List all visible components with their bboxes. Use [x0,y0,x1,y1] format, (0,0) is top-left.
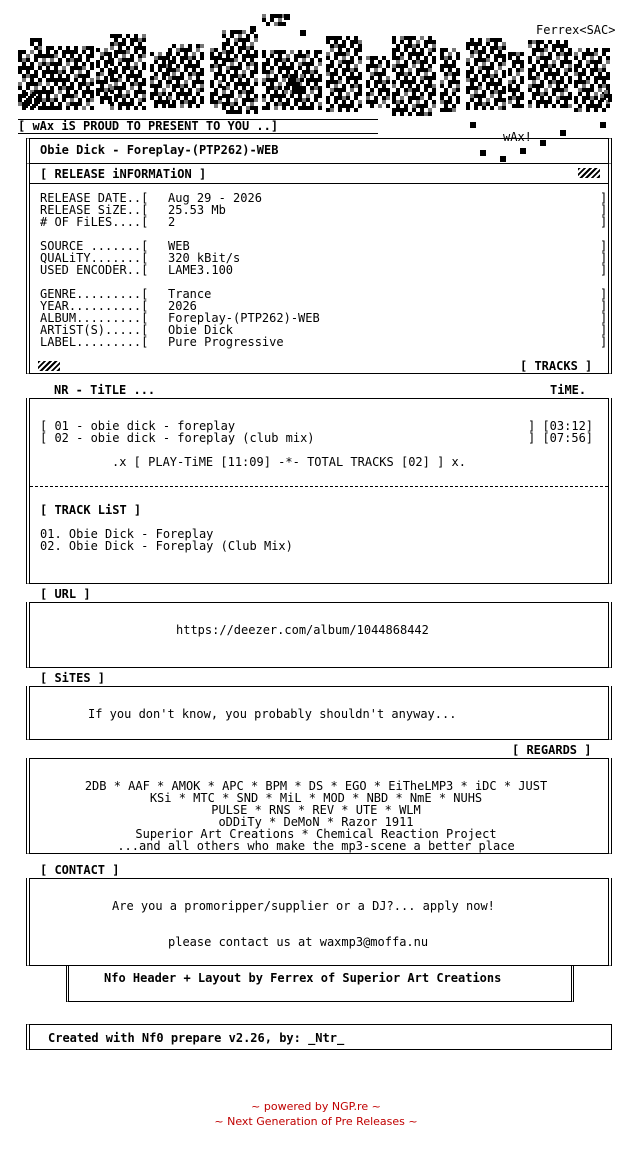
release-info-value: Foreplay-(PTP262)-WEB [168,311,320,325]
release-info-label: QUALiTY.......[ [40,251,149,265]
release-info-label: GENRE.........[ [40,287,149,301]
wax-tag: wAx! [503,130,532,144]
track-list-label: [ TRACK LiST ] [40,503,142,517]
track-time: ] [07:56] [528,431,594,445]
regards-line: 2DB * AAF * AMOK * APC * BPM * DS * EGO * EiTheLMP3 * iDC * JUST [84,779,548,793]
bracket-end: ] [600,311,608,325]
release-info-value: 2026 [168,299,197,313]
track-list-item: 01. Obie Dick - Foreplay [40,527,214,541]
tracks-label: [ TRACKS ] [520,359,593,373]
regards-line: KSi * MTC * SND * MiL * MOD * NBD * NmE * NUHS [149,791,483,805]
track-item: [ 02 - obie dick - foreplay (club mix) [40,431,315,445]
next-generation: ~ Next Generation of Pre Releases ~ [214,1115,418,1128]
release-info-label: ARTiST(S).....[ [40,323,149,337]
col-nr-title: NR - TiTLE ... [54,383,156,397]
bracket-end: ] [600,263,608,277]
bracket-end: ] [600,239,608,253]
release-info-value: WEB [168,239,190,253]
created-with: Created with Nf0 prepare v2.26, by: _Ntr_ [48,1031,345,1045]
hatch-decoration [38,361,60,371]
release-info-label: [ RELEASE iNFORMATiON ] [40,167,207,181]
bracket-end: ] [600,323,608,337]
release-info-label: USED ENCODER..[ [40,263,149,277]
release-info-label: LABEL.........[ [40,335,149,349]
playtime-summary: .x [ PLAY-TiME [11:09] -*- TOTAL TRACKS [02] ] x. [112,455,467,469]
top-credit: Ferrex<SAC> [536,23,616,37]
release-title: Obie Dick - Foreplay-(PTP262)-WEB [40,143,279,157]
release-info-value: LAME3.100 [168,263,234,277]
contact-line: Are you a promoripper/supplier or a DJ?... apply now! [112,899,495,913]
url-label: [ URL ] [40,587,91,601]
release-info-label: SOURCE .......[ [40,239,149,253]
bracket-end: ] [600,191,608,205]
album-url-link[interactable]: https://deezer.com/album/1044868442 [176,623,429,637]
bracket-end: ] [600,299,608,313]
release-info-label: YEAR..........[ [40,299,149,313]
sites-label: [ SiTES ] [40,671,106,685]
contact-label: [ CONTACT ] [40,863,120,877]
contact-email-line: please contact us at waxmp3@moffa.nu [168,935,429,949]
track-list-item: 02. Obie Dick - Foreplay (Club Mix) [40,539,293,553]
release-info-label: RELEASE SiZE..[ [40,203,149,217]
sites-text: If you don't know, you probably shouldn't anyway... [88,707,457,721]
track-item: [ 01 - obie dick - foreplay [40,419,236,433]
release-info-value: Trance [168,287,212,301]
release-info-value: Aug 29 - 2026 [168,191,262,205]
layout-credit: Nfo Header + Layout by Ferrex of Superior Art Creations [104,971,502,985]
regards-line: PULSE * RNS * REV * UTE * WLM [211,803,421,817]
contact-box [26,878,612,966]
bracket-end: ] [600,215,608,229]
regards-label: [ REGARDS ] [512,743,592,757]
release-info-label: ALBUM.........[ [40,311,149,325]
release-info-value: Pure Progressive [168,335,284,349]
track-time: ] [03:12] [528,419,594,433]
col-time: TiME. [550,383,587,397]
regards-line: Superior Art Creations * Chemical Reaction Project [135,827,497,841]
hatch-decoration [578,168,600,178]
bracket-end: ] [600,203,608,217]
regards-line: oDDiTy * DeMoN * Razor 1911 [218,815,414,829]
powered-by: ~ powered by NGP.re ~ [251,1100,381,1113]
release-info-label: # OF FiLES....[ [40,215,149,229]
release-info-value: Obie Dick [168,323,234,337]
release-info-value: 25.53 Mb [168,203,226,217]
release-info-value: 320 kBit/s [168,251,241,265]
regards-line: ...and all others who make the mp3-scene a better place [117,839,515,853]
bracket-end: ] [600,251,608,265]
release-info-label: RELEASE DATE..[ [40,191,149,205]
bracket-end: ] [600,287,608,301]
release-info-value: 2 [168,215,176,229]
bracket-end: ] [600,335,608,349]
presents-line: [ wAx iS PROUD TO PRESENT TO YOU ..] [18,119,279,133]
